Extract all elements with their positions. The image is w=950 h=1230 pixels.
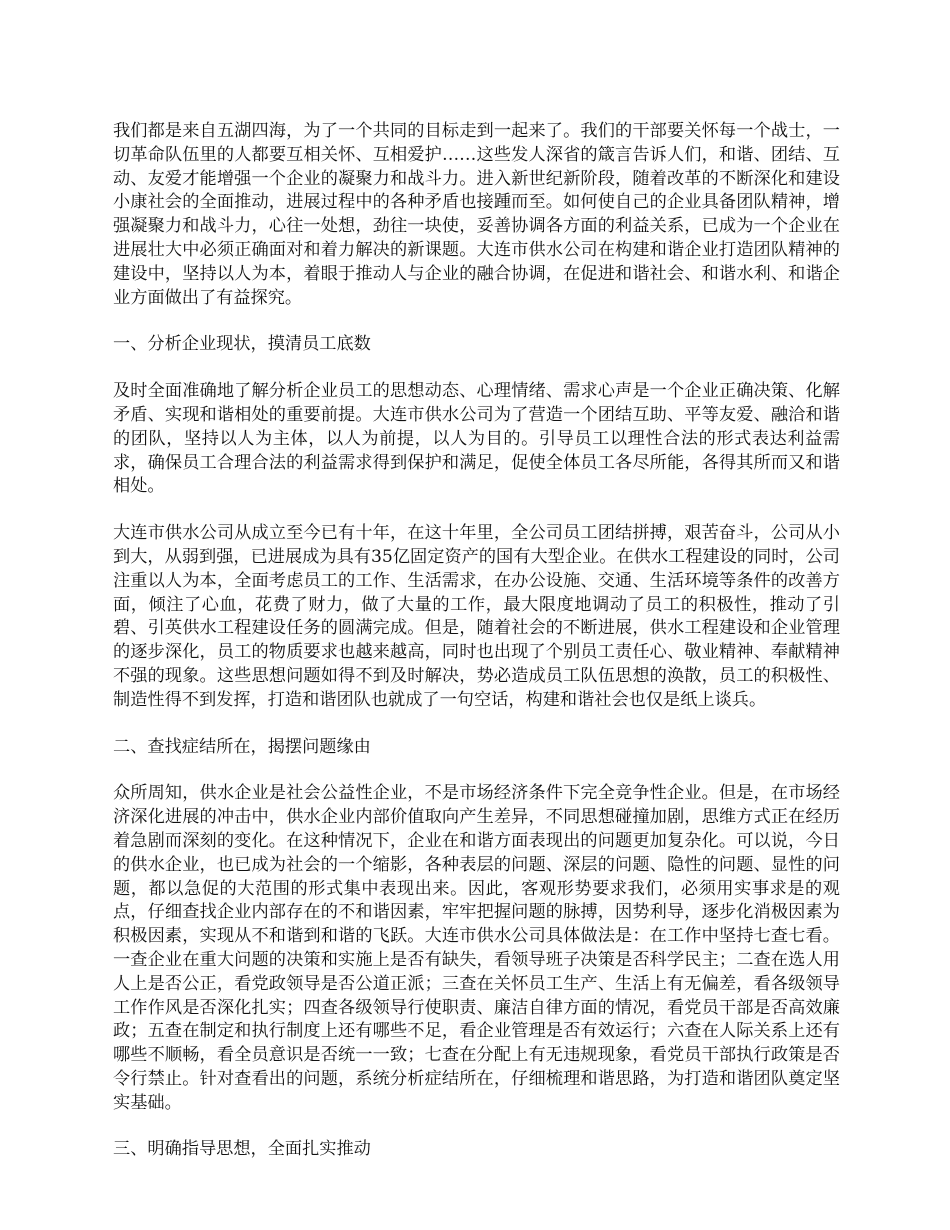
section-heading-2: 二、查找症结所在，揭摆问题缘由 (113, 736, 371, 757)
section-1-paragraph-2: 大连市供水公司从成立至今已有十年，在这十年里，全公司员工团结拼搏，艰苦奋斗，公司从小到大，从弱到强，已进展成为具有35亿固定资产的国有大型企业。在供水工程建设的同时，公司注重以人为本，全面考虑员工的工作、生活需求，在办公设施、交通、生活环境等条件的改善方面，倾注了心血，花费了财力，做了大量的工作，最大限度地调动了员工的积极性，推动了引碧、引英供水工程建设任务的圆满完成。但是，随着社会的不断进展，供水工程建设和企业管理的逐步深化，员工的物质要求也越来越高，同时也出现了个别员工责任心、敬业精神、奉献精神不强的现象。这些思想问题如得不到及时解决，势必造成员工队伍思想的涣散，员工的积极性、制造性得不到发挥，打造和谐团队也就成了一句空话，构建和谐社会也仅是纸上谈兵。 (113, 523, 840, 710)
section-heading-1: 一、分析企业现状，摸清员工底数 (113, 334, 371, 355)
section-heading-3: 三、明确指导思想，全面扎实推动 (113, 1139, 371, 1160)
section-2-paragraph-1: 众所周知，供水企业是社会公益性企业，不是市场经济条件下完全竞争性企业。但是，在市场经济深化进展的冲击中，供水企业内部价值取向产生差异，不同思想碰撞加剧，思维方式正在经历着急剧而深刻的变化。在这种情况下，企业在和谐方面表现出的问题更加复杂化。可以说，今日的供水企业，也已成为社会的一个缩影，各种表层的问题、深层的问题、隐性的问题、显性的问题，都以急促的大范围的形式集中表现出来。因此，客观形势要求我们，必须用实事求是的观点，仔细查找企业内部存在的不和谐因素，牢牢把握问题的脉搏，因势利导，逐步化消极因素为积极因素，实现从不和谐到和谐的飞跃。大连市供水公司具体做法是：在工作中坚持七查七看。一查企业在重大问题的决策和实施上是否有缺失，看领导班子决策是否科学民主；二查在选人用人上是否公正，看党政领导是否公道正派；三查在关怀员工生产、生活上有无偏差，看各级领导工作作风是否深化扎实；四查各级领导行使职责、廉洁自律方面的情况，看党员干部是否高效廉政；五查在制定和执行制度上还有哪些不足，看企业管理是否有效运行；六查在人际关系上还有哪些不顺畅，看全员意识是否统一一致；七查在分配上有无违规现象，看党员干部执行政策是否令行禁止。针对查看出的问题，系统分析症结所在，仔细梳理和谐思路，为打造和谐团队奠定坚实基础。 (113, 783, 840, 1113)
section-1-paragraph-1: 及时全面准确地了解分析企业员工的思想动态、心理情绪、需求心声是一个企业正确决策、化解矛盾、实现和谐相处的重要前提。大连市供水公司为了营造一个团结互助、平等友爱、融洽和谐的团队，坚持以人为主体，以人为前提，以人为目的。引导员工以理性合法的形式表达利益需求，确保员工合理合法的利益需求得到保护和满足，促使全体员工各尽所能，各得其所而又和谐相处。 (113, 381, 840, 497)
intro-paragraph: 我们都是来自五湖四海，为了一个共同的目标走到一起来了。我们的干部要关怀每一个战士，一切革命队伍里的人都要互相关怀、互相爱护……这些发人深省的箴言告诉人们，和谐、团结、互动、友爱才能增强一个企业的凝聚力和战斗力。进入新世纪新阶段，随着改革的不断深化和建设小康社会的全面推动，进展过程中的各种矛盾也接踵而至。如何使自己的企业具备团队精神，增强凝聚力和战斗力，心往一处想，劲往一块使，妥善协调各方面的利益关系，已成为一个企业在进展壮大中必须正确面对和着力解决的新课题。大连市供水公司在构建和谐企业打造团队精神的建设中，坚持以人为本，着眼于推动人与企业的融合协调，在促进和谐社会、和谐水利、和谐企业方面做出了有益探究。 (113, 121, 840, 308)
document-body (113, 120, 840, 1162)
